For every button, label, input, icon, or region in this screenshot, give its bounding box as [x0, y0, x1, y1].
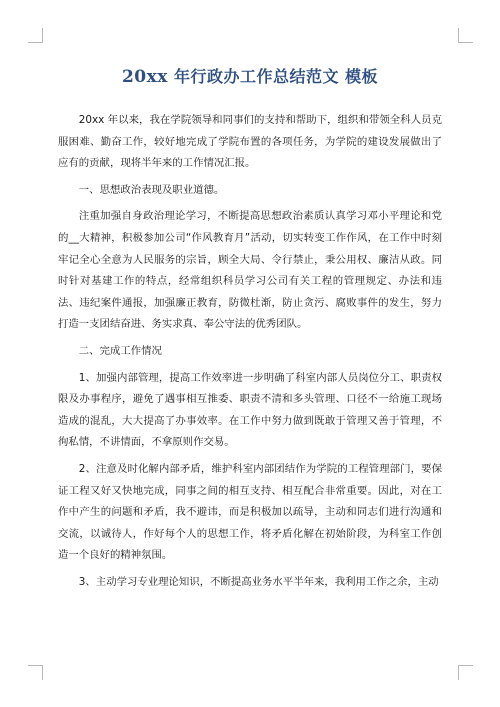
- paragraph-item-2: 2、注意及时化解内部矛盾，维护科室内部团结作为学院的工程管理部门，要保证工程又好又快地完成，同事之间的相互支持、相互配合非常重要。因此，对在工作中产生的问题和矛盾，我不避讳，而是积极加以疏导，主动和同志们进行沟通和交流，以诚待人，作好每个人的思想工作，将矛盾化解在初始阶段，为科室工作创造一个良好的精神氛围。: [58, 462, 442, 562]
- document-title-year: 20xx: [121, 67, 168, 87]
- document-title-text: 年行政办工作总结范文 模板: [167, 67, 379, 86]
- paragraph-ideology: 注重加强自身政治理论学习，不断提高思想政治素质认真学习邓小平理论和党的__大精神，积极参加公司“作风教育月”活动，切实转变工作作风，在工作中时刻牢记全心全意为人民服务的宗旨，顾全大局、令行禁止，秉公用权、廉洁从政。同时针对基建工作的特点，经常组织科员学习公司有关工程的管理规定、办法和违法、违纪案件通报，加强廉正教育，防微杜渐，防止贪污、腐败事件的发生，努力打造一支团结奋进、务实求真、奉公守法的优秀团队。: [58, 210, 442, 331]
- page-corner-mark-top-right: [458, 28, 473, 43]
- paragraph-item-3: 3、主动学习专业理论知识，不断提高业务水平半年来，我利用工作之余，主动: [78, 575, 439, 588]
- section-heading-ideology: 一、思想政治表现及职业道德。: [78, 183, 225, 196]
- document-title: [0, 64, 500, 87]
- paragraph-intro: 20xx 年以来，我在学院领导和同事们的支持和帮助下，组织和带领全科人员克服困难、勤奋工作，较好地完成了学院布置的各项任务，为学院的建设发展做出了应有的贡献，现将半年来的工作情况汇报。: [58, 114, 442, 170]
- page-corner-mark-bottom-left: [28, 665, 43, 680]
- page-corner-mark-top-left: [28, 28, 43, 43]
- paragraph-item-1: 1、加强内部管理，提高工作效率进一步明确了科室内部人员岗位分工、职责权限及办事程序，避免了遇事相互推委、职责不清和多头管理、口径不一给施工现场造成的混乱，大大提高了办事效率。在工作中努力做到既敢于管理又善于管理，不徇私情，不讲情面，不拿原则作交易。: [58, 371, 442, 449]
- page-corner-mark-bottom-right: [458, 665, 473, 680]
- document-body: [58, 110, 442, 593]
- section-heading-work-completed: 二、完成工作情况: [78, 344, 162, 357]
